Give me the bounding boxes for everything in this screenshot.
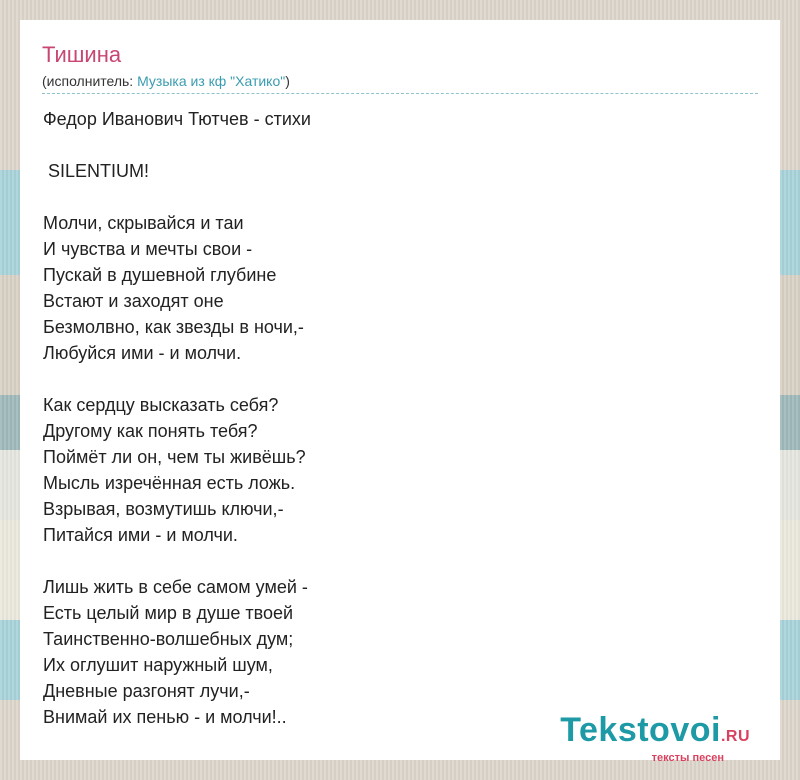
logo-tagline: тексты песен (651, 752, 724, 764)
lyric-blank-line (43, 366, 311, 392)
lyrics-card (20, 20, 780, 764)
lyric-line: Внимай их пенью - и молчи!.. (43, 707, 287, 727)
performer-link[interactable]: Музыка из кф "Хатико" (137, 73, 286, 89)
logo-name: Tekstovoi (560, 711, 721, 749)
lyric-line: Любуйся ими - и молчи. (43, 343, 242, 363)
lyrics-text (43, 106, 311, 730)
performer-line (42, 73, 290, 89)
performer-suffix: ) (285, 73, 290, 89)
lyric-line: Другому как понять тебя? (43, 421, 258, 441)
lyric-line: Таинственно-волшебных дум; (43, 629, 294, 649)
lyric-blank-line (43, 132, 311, 158)
song-title: Тишина (42, 42, 122, 67)
lyric-line: И чувства и мечты свои - (43, 239, 253, 259)
logo-tld: .RU (720, 728, 750, 745)
lyric-line: Как сердцу высказать себя? (43, 395, 279, 415)
site-logo[interactable] (560, 713, 750, 764)
lyric-line: Взрывая, возмутишь ключи,- (43, 499, 284, 519)
lyric-line: Их оглушит наружный шум, (43, 655, 273, 675)
lyric-line: Молчи, скрывайся и таи (43, 213, 244, 233)
lyric-line: Пускай в душевной глубине (43, 265, 277, 285)
performer-prefix: (исполнитель: (42, 73, 138, 89)
lyric-line: Питайся ими - и молчи. (43, 525, 238, 545)
lyric-line: Мысль изречённая есть ложь. (43, 473, 296, 493)
lyric-blank-line (43, 184, 311, 210)
divider (42, 93, 758, 94)
lyric-blank-line (43, 548, 311, 574)
lyric-line: Встают и заходят оне (43, 291, 224, 311)
lyric-line: Лишь жить в себе самом умей - (43, 577, 308, 597)
lyric-line: Безмолвно, как звезды в ночи,- (43, 317, 304, 337)
lyric-line: Федор Иванович Тютчев - стихи (43, 109, 311, 129)
lyric-line: Поймёт ли он, чем ты живёшь? (43, 447, 306, 467)
lyric-line: SILENTIUM! (43, 161, 150, 181)
lyric-line: Есть целый мир в душе твоей (43, 603, 294, 623)
lyric-line: Дневные разгонят лучи,- (43, 681, 250, 701)
